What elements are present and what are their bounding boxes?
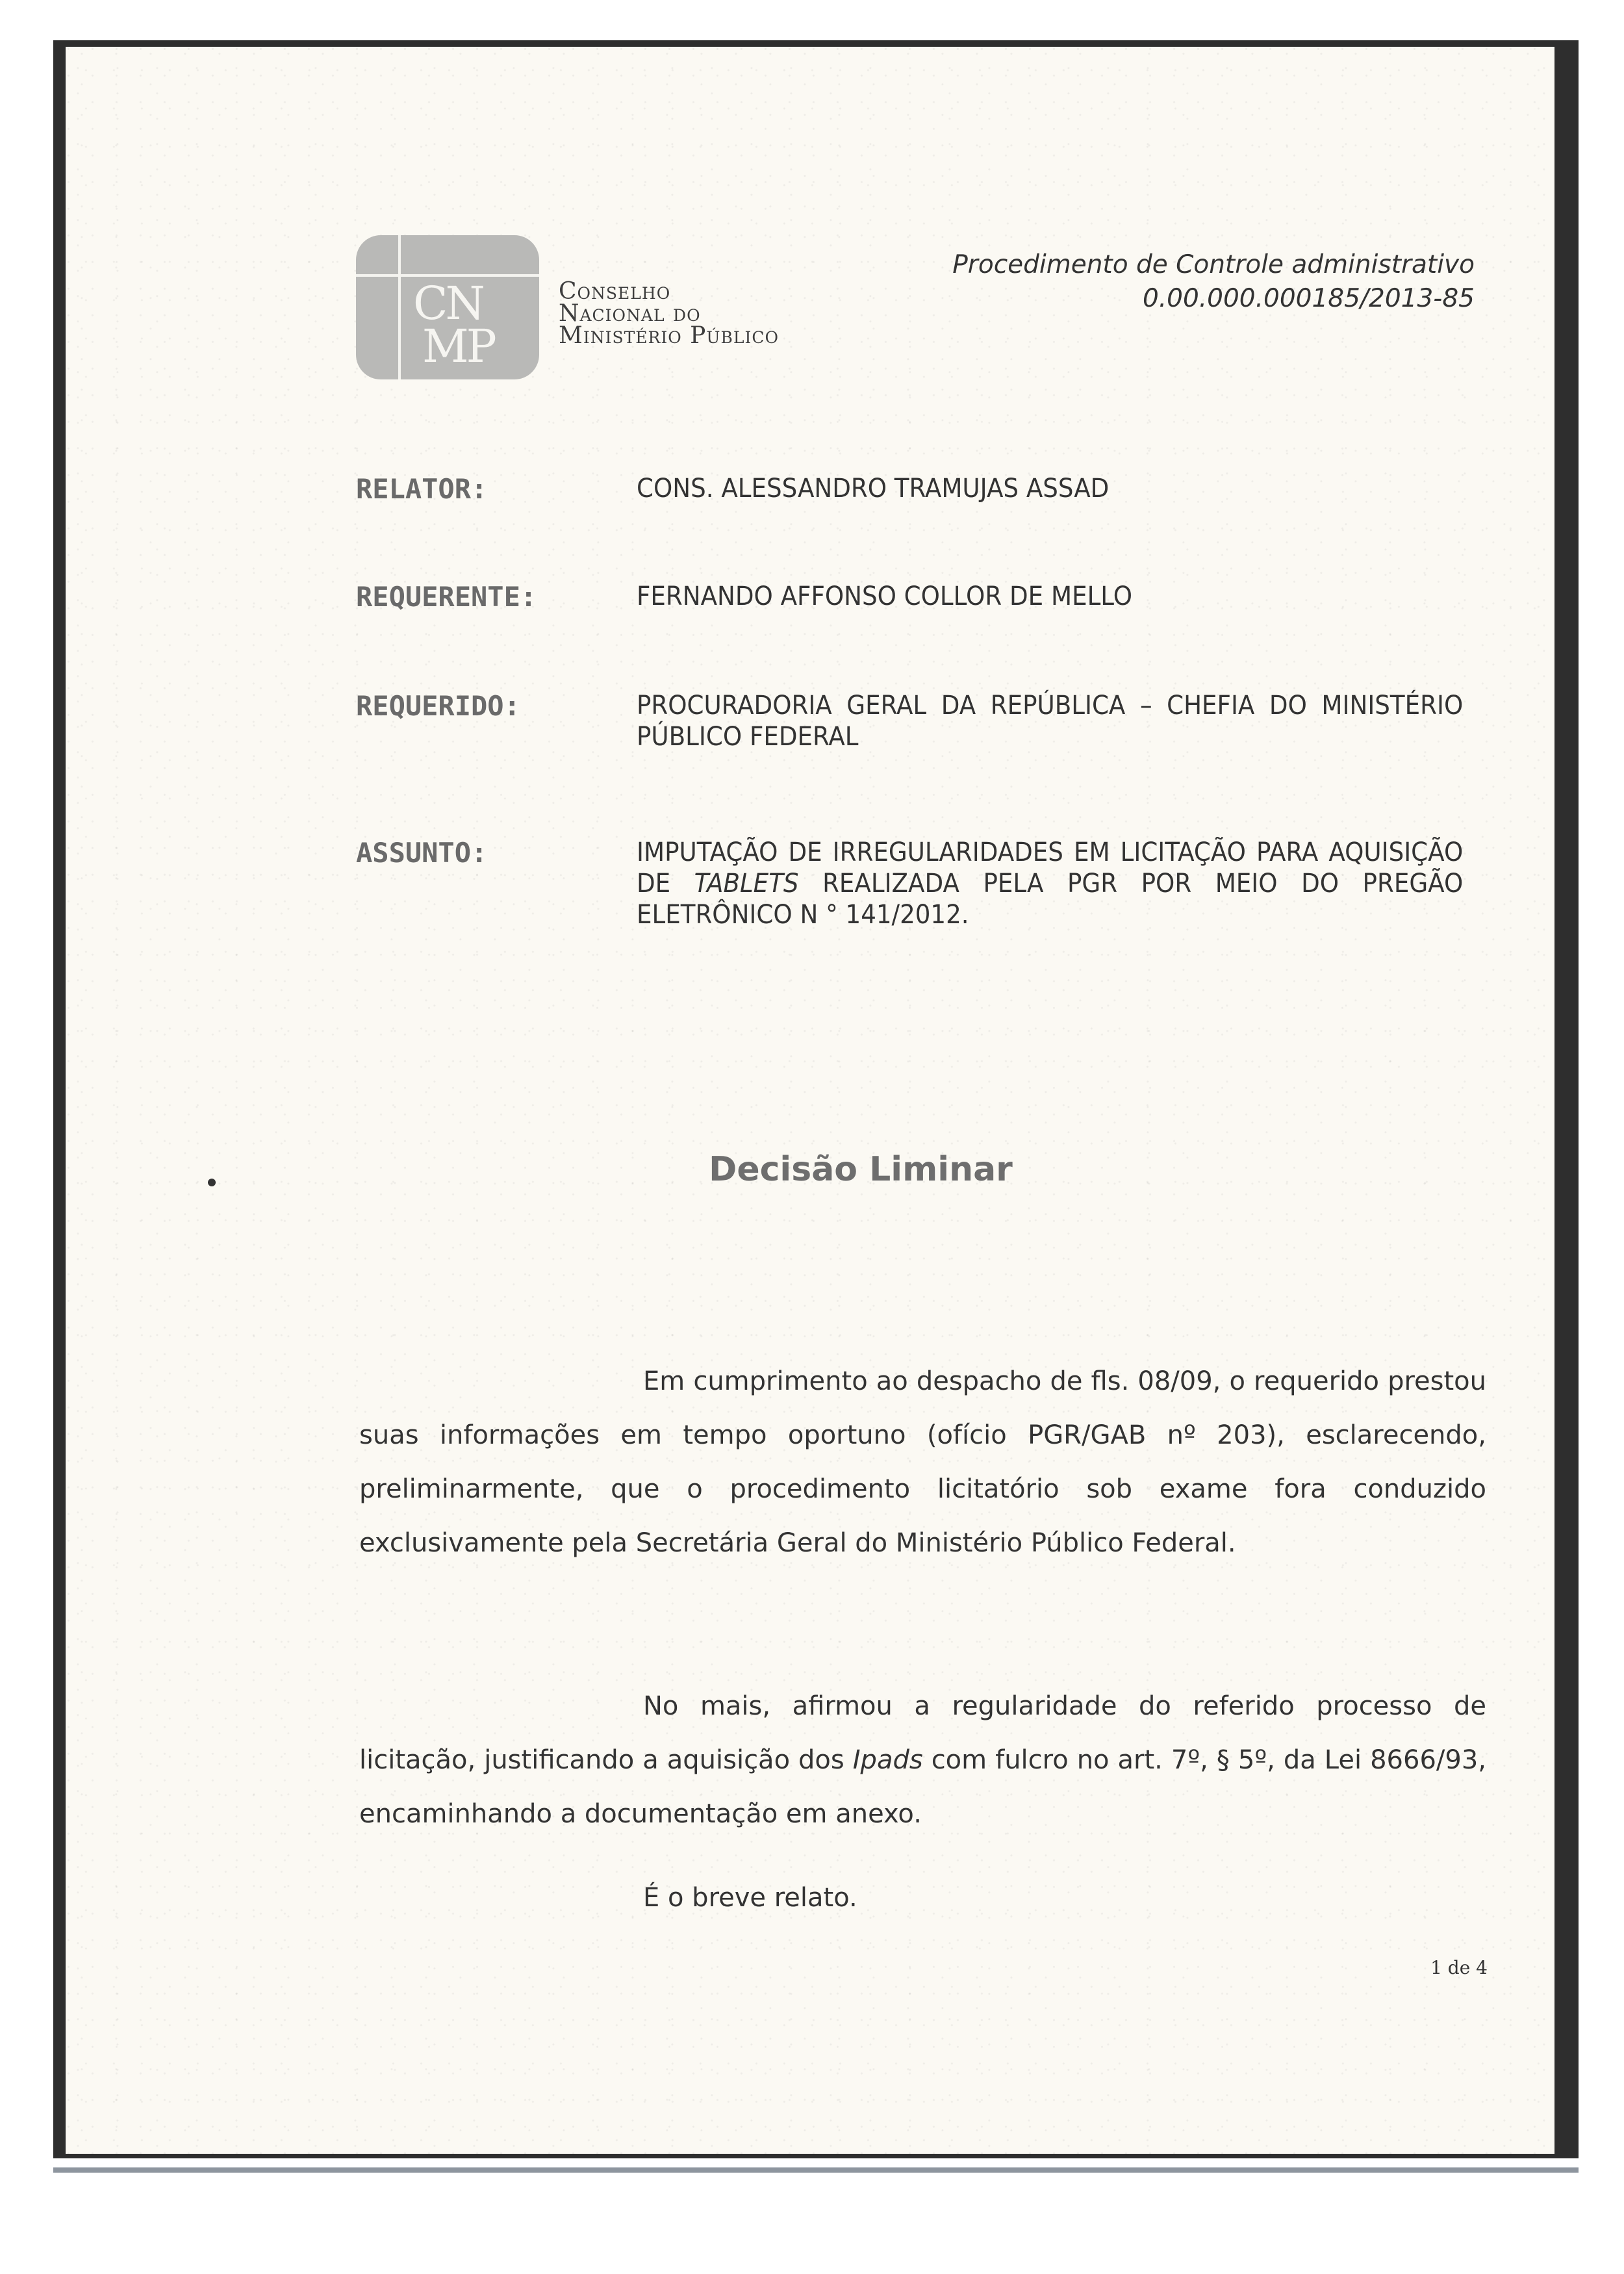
assunto-label: ASSUNTO:	[356, 837, 488, 869]
paragraph-2-text-end: com fulcro no art. 7º, § 5º, da Lei 8666/93, encaminhando a documentação em anexo.	[359, 1745, 1486, 1829]
document-title: Decisão Liminar	[709, 1150, 1013, 1189]
logo-monogram-top: CN	[413, 277, 483, 330]
paragraph-2-text: No mais, afirmou a regularidade do referido processo de licitação, justificando a aquisição dos	[359, 1691, 1486, 1775]
page-separator	[53, 2167, 1579, 2173]
body-paragraph-2	[359, 1680, 1486, 1841]
assunto-text: IMPUTAÇÃO DE IRREGULARIDADES EM LICITAÇÃO PARA AQUISIÇÃO DE	[637, 837, 1464, 899]
procedure-header	[844, 248, 1475, 316]
assunto-italic-term: TABLETS	[694, 869, 799, 899]
relator-label: RELATOR:	[356, 473, 488, 505]
paragraph-text: É o breve relato.	[643, 1883, 857, 1913]
paragraph-text: Em cumprimento ao despacho de fls. 08/09, o requerido prestou suas informações em tempo oportuno (ofício PGR/GAB nº 203), esclarecendo, preliminarmente, que o procedimento licitatório sob exame fora conduzido exclusivamente pela Secretária Geral do Ministério Público Federal.	[359, 1366, 1486, 1558]
cnmp-logo	[356, 235, 539, 379]
body-paragraph-3	[359, 1871, 1486, 1925]
org-name-line: Conselho	[559, 278, 671, 305]
organization-name	[559, 278, 779, 349]
logo-monogram	[413, 277, 530, 373]
page-indicator: 1 de 4	[1430, 1957, 1488, 1978]
procedure-type: Procedimento de Controle administrativo	[952, 250, 1475, 279]
assunto-value	[637, 837, 1463, 930]
relator-value: CONS. ALESSANDRO TRAMUJAS ASSAD	[637, 474, 1110, 504]
requerente-value: FERNANDO AFFONSO COLLOR DE MELLO	[637, 581, 1132, 611]
requerido-value: PROCURADORIA GERAL DA REPÚBLICA – CHEFIA DO MINISTÉRIO PÚBLICO FEDERAL	[637, 691, 1464, 752]
org-name-line: Nacional do	[559, 300, 701, 327]
procedure-number: 0.00.000.000185/2013-85	[1142, 284, 1475, 313]
requerido-label: REQUERIDO:	[356, 690, 520, 722]
logo-monogram-bottom: MP	[422, 320, 494, 373]
requerente-label: REQUERENTE:	[356, 581, 537, 613]
logo-vertical-line	[398, 235, 401, 379]
body-paragraph-1	[359, 1355, 1486, 1570]
paragraph-2-italic-term: Ipads	[852, 1745, 923, 1775]
org-name-line: Ministério Público	[559, 322, 779, 349]
assunto-text-end: REALIZADA PELA PGR POR MEIO DO PREGÃO ELETRÔNICO N ° 141/2012.	[637, 869, 1464, 930]
paragraph-text	[359, 1680, 1486, 1841]
